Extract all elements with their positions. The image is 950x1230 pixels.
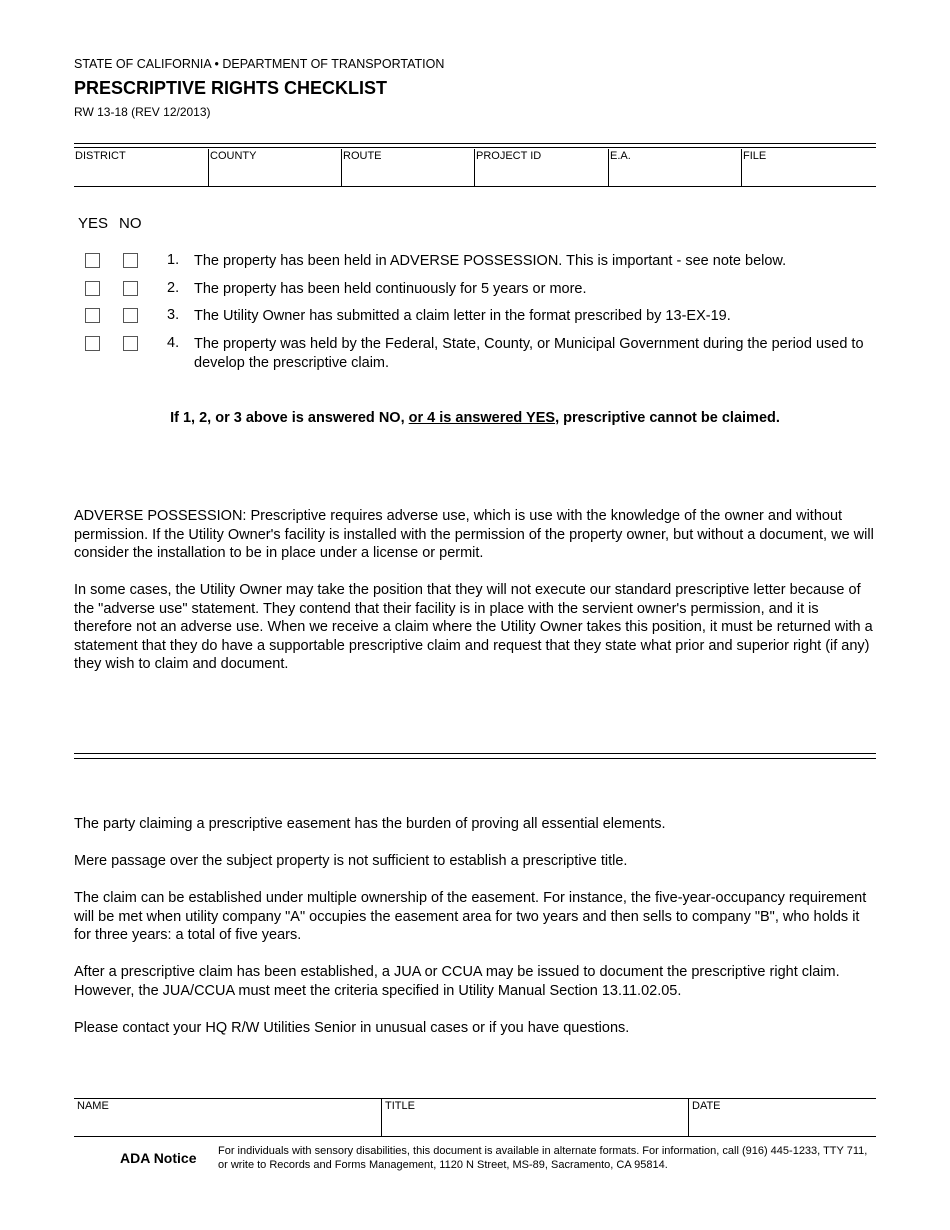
item-3-text: The Utility Owner has submitted a claim letter in the format prescribed by 13-EX-19. xyxy=(194,308,731,324)
item-2-yes-checkbox[interactable] xyxy=(85,281,100,296)
yes-column-label: YES xyxy=(78,215,109,232)
item-4-no-checkbox[interactable] xyxy=(123,336,138,351)
note-contact: Please contact your HQ R/W Utilities Senior in unusual cases or if you have questions. xyxy=(74,1020,630,1036)
adverse-possession-paragraph: ADVERSE POSSESSION: Prescriptive requires adverse use, which is use with the knowledge of the owner and without permission. If the Utility Owner's facility is installed with the permission of the property owner, but without a document, we will consider the installation to be in place under a license or permit. xyxy=(74,508,874,562)
county-field[interactable] xyxy=(208,149,341,186)
note-mere-passage: Mere passage over the subject property is not sufficient to establish a prescriptive title. xyxy=(74,853,628,869)
header-bottom-rule xyxy=(74,186,876,187)
item-4-yes-checkbox[interactable] xyxy=(85,336,100,351)
form-number: RW 13-18 (REV 12/2013) xyxy=(74,105,211,119)
name-label: NAME xyxy=(77,1100,109,1112)
route-label: ROUTE xyxy=(343,150,382,162)
name-field[interactable] xyxy=(74,1099,381,1137)
district-field[interactable] xyxy=(74,149,208,186)
ea-field[interactable] xyxy=(608,149,741,186)
signature-bottom-rule xyxy=(74,1136,876,1137)
claim-rule-underlined: or 4 is answered YES xyxy=(408,410,556,426)
claim-rule-note xyxy=(74,410,876,426)
ada-notice-title: ADA Notice xyxy=(120,1150,197,1166)
item-4-number: 4. xyxy=(167,335,180,351)
title-field[interactable] xyxy=(381,1099,688,1137)
date-field[interactable] xyxy=(688,1099,876,1137)
item-3-yes-checkbox[interactable] xyxy=(85,308,100,323)
item-3-no-checkbox[interactable] xyxy=(123,308,138,323)
item-1-text: The property has been held in ADVERSE POSSESSION. This is important - see note below. xyxy=(194,253,787,269)
ea-label: E.A. xyxy=(610,150,631,162)
project-id-field[interactable] xyxy=(474,149,608,186)
ada-notice-text: For individuals with sensory disabilities, this document is available in alternate formats. For information, call (916) 445-1233, TTY 711, or write to Records and Forms Management, 1120 N Street, MS-89, Sacramento, CA 95814. xyxy=(218,1145,868,1171)
route-field[interactable] xyxy=(341,149,474,186)
file-label: FILE xyxy=(743,150,767,162)
form-title: PRESCRIPTIVE RIGHTS CHECKLIST xyxy=(74,78,388,98)
claim-rule-part3: , prescriptive cannot be claimed. xyxy=(555,410,780,426)
item-1-number: 1. xyxy=(167,252,180,268)
note-burden-of-proof: The party claiming a prescriptive easement has the burden of proving all essential elements. xyxy=(74,816,666,832)
district-label: DISTRICT xyxy=(75,150,126,162)
item-3-number: 3. xyxy=(167,307,180,323)
claim-rule-part1: If 1, 2, or 3 above is answered NO, xyxy=(170,410,409,426)
note-jua-ccua: After a prescriptive claim has been established, a JUA or CCUA may be issued to document the prescriptive right claim. However, the JUA/CCUA must meet the criteria specified in Utility Manual Section 13.11.02.05. xyxy=(74,964,840,999)
county-label: COUNTY xyxy=(210,150,257,162)
project-id-label: PROJECT ID xyxy=(476,150,542,162)
header-top-rule-inner xyxy=(74,147,876,148)
item-1-no-checkbox[interactable] xyxy=(123,253,138,268)
adverse-use-paragraph: In some cases, the Utility Owner may take the position that they will not execute our standard prescriptive letter because of the "adverse use" statement. They contend that their facility is in place with the servient owner's permission, and it is therefore not an adverse use. When we receive a claim where the Utility Owner takes this position, it must be returned with a statement that they do have a supportable prescriptive claim and request that they state what prior and superior right (if any) they wish to claim and document. xyxy=(74,582,873,673)
note-multiple-ownership: The claim can be established under multiple ownership of the easement. For instance, the five-year-occupancy requirement will be met when utility company "A" occupies the easement area for two years and then sells to company "B", who holds it for three years: a total of five years. xyxy=(74,890,867,944)
agency-line: STATE OF CALIFORNIA • DEPARTMENT OF TRANSPORTATION xyxy=(74,57,445,71)
no-column-label: NO xyxy=(119,215,142,232)
title-label: TITLE xyxy=(385,1100,415,1112)
item-1-yes-checkbox[interactable] xyxy=(85,253,100,268)
section-divider xyxy=(74,753,876,759)
date-label: DATE xyxy=(692,1100,721,1112)
file-field[interactable] xyxy=(741,149,876,186)
item-2-text: The property has been held continuously for 5 years or more. xyxy=(194,281,587,297)
item-2-no-checkbox[interactable] xyxy=(123,281,138,296)
item-4-text: The property was held by the Federal, State, County, or Municipal Government during the period used to develop the prescriptive claim. xyxy=(194,336,864,371)
item-2-number: 2. xyxy=(167,280,180,296)
header-top-rule xyxy=(74,143,876,144)
